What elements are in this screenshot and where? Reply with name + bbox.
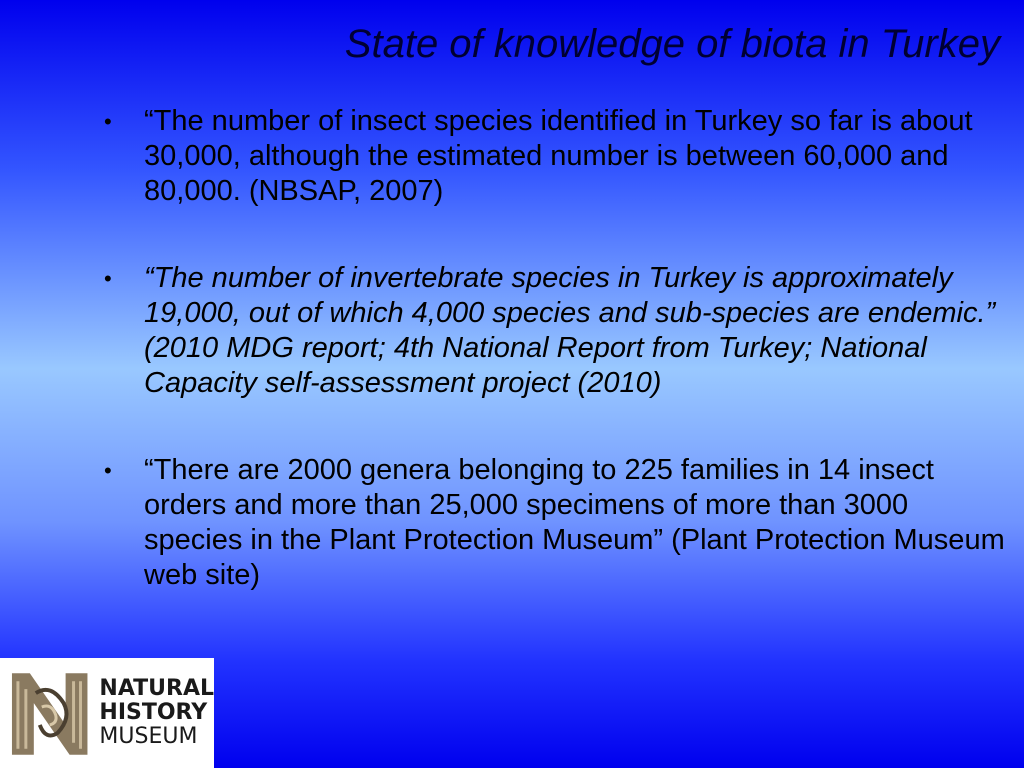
natural-history-museum-logo	[0, 658, 214, 768]
bullet-text: “The number of invertebrate species in Turkey is approximately 19,000, out of which 4,000 species and sub-species are endemic.” (2010 MDG report; 4th National Report from Turkey; National Capacity self-assessment project (2010)	[144, 262, 996, 399]
bullet-text: “There are 2000 genera belonging to 225 families in 14 insect orders and more than 25,000 specimens of more than 3000 species in the Plant Protection Museum” (Plant Protection Museum web site)	[144, 454, 1005, 591]
bullet-dot-icon: •	[104, 266, 112, 291]
bullet-item	[104, 261, 1014, 401]
bullet-text: “The number of insect species identified in Turkey so far is about 30,000, although the estimated number is between 60,000 and 80,000. (NBSAP, 2007)	[144, 105, 973, 207]
ammonite-n-logo-icon	[6, 663, 95, 763]
logo-text	[99, 677, 214, 749]
logo-line-history: HISTORY	[99, 700, 208, 725]
bullet-item	[104, 453, 1014, 593]
bullet-dot-icon: •	[104, 458, 112, 483]
bullet-list	[104, 104, 1014, 645]
slide-title: State of knowledge of biota in Turkey	[344, 22, 1000, 66]
bullet-dot-icon: •	[104, 109, 112, 134]
logo-line-museum: MUSEUM	[99, 724, 198, 749]
bullet-item	[104, 104, 1014, 209]
logo-line-natural: NATURAL	[99, 676, 214, 701]
